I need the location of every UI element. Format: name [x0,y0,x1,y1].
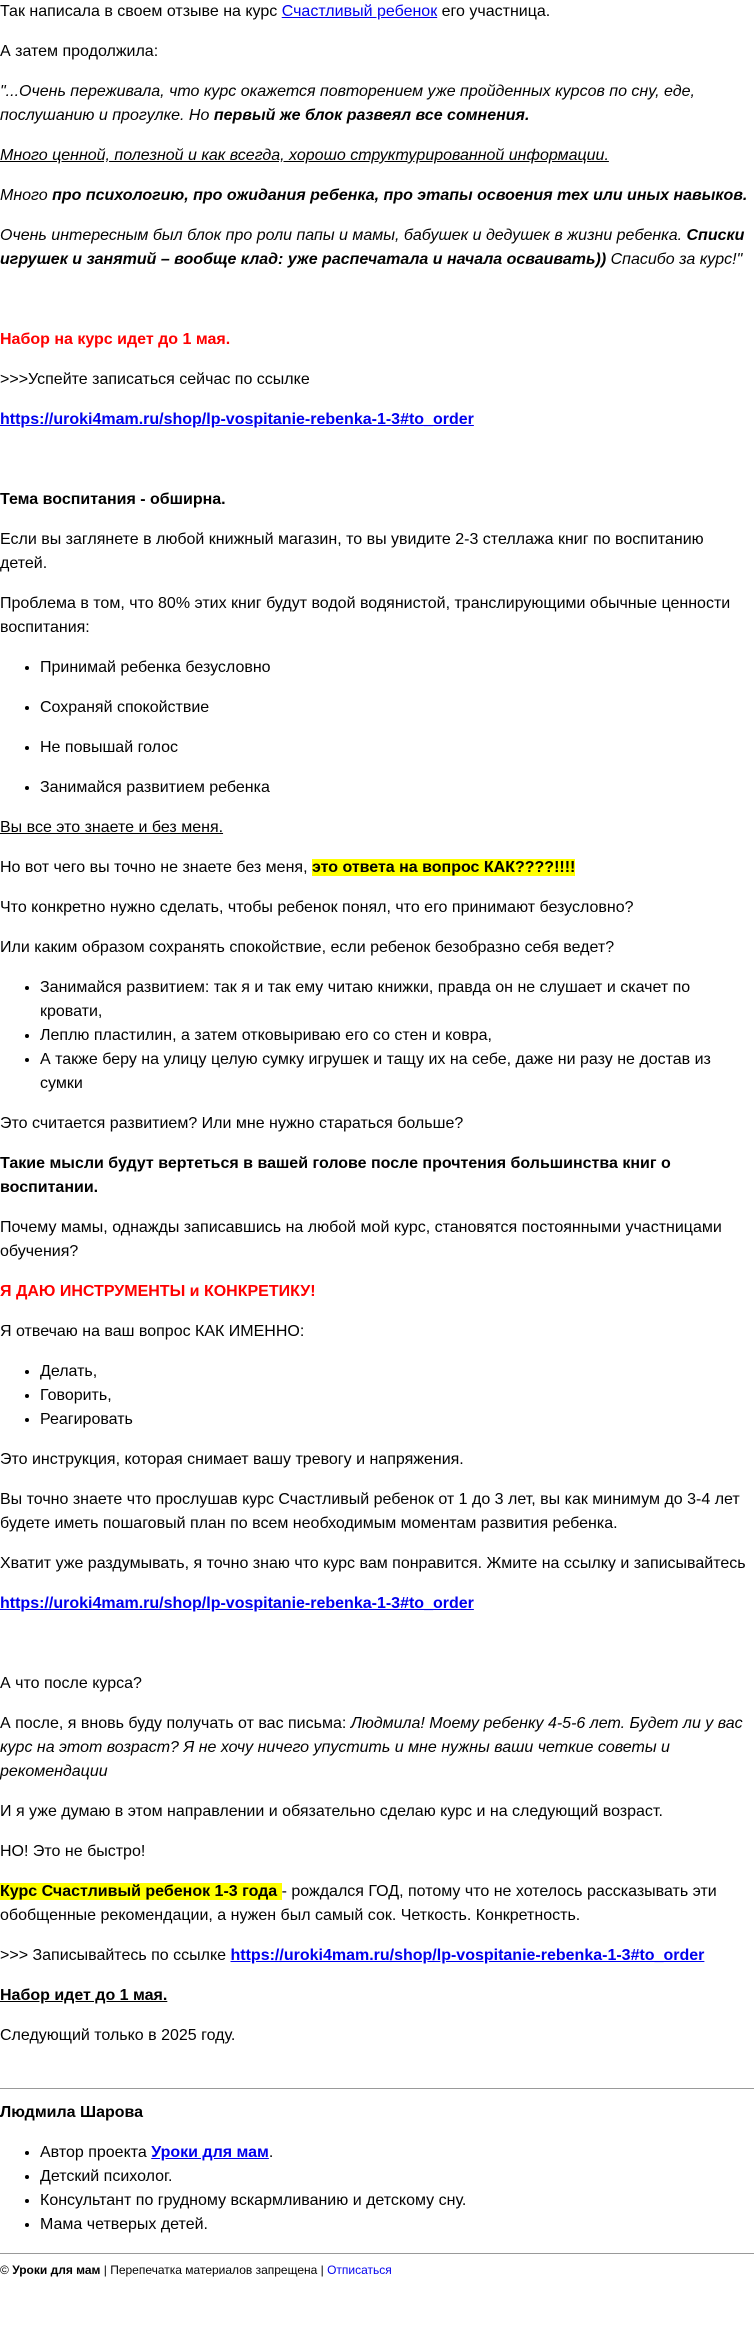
footer [0,2254,754,2278]
divider [0,2088,754,2089]
know-text: Вы все это знаете и без меня. [0,819,224,836]
copyright-symbol: © [0,2263,13,2277]
list-item [40,2141,754,2165]
list-item: • Реагировать [40,1408,754,1432]
store-paragraph: Если вы заглянете в любой книжный магазин, то вы увидите 2-3 стеллажа книг по воспитанию детей. [0,531,704,572]
plan-paragraph: Вы точно знаете что прослушав курс Счастливый ребенок от 1 до 3 лет, вы как минимум до 3-4 лет будете иметь пошаговый план по всем необходимым моментам развития ребенка. [0,1491,740,1532]
bio-tail: . [268,2144,274,2161]
how-list [0,1360,754,1432]
footer-brand: Уроки для мам [12,2263,101,2277]
development-list [0,976,754,1096]
thoughts-text: Такие мысли будут вертеться в вашей голове после прочтения большинства книг о воспитании. [0,1155,671,1196]
list-item: • Принимай ребенка безусловно [40,656,754,680]
quote-4-italic: Очень интересным был блок про роли папы и мамы, бабушек и дедушек в жизни ребенка. [0,227,687,244]
project-link[interactable]: Уроки для мам [151,2144,269,2161]
topic-title [0,488,754,512]
thinking-paragraph: И я уже думаю в этом направлении и обязательно сделаю курс и на следующий возраст. [0,1803,663,1820]
course-link[interactable]: Счастливый ребенок [281,3,438,20]
year-paragraph [0,1880,754,1928]
intro-tail: его участница. [437,3,551,20]
next-paragraph: Следующий только в 2025 году. [0,2027,236,2044]
quote-2-text: Много ценной, полезной и как всегда, хорошо структурированной информации. [0,147,609,164]
deadline-notice: Набор на курс идет до 1 мая. [0,331,231,348]
list-item: • Леплю пластилин, а затем отковыриваю его со стен и ковра, [40,1024,754,1048]
quote-4-tail: Спасибо за курс!" [606,251,743,268]
spacer [0,2064,754,2088]
list-item: • Занимайся развитием ребенка [40,776,754,800]
spacer [0,448,754,488]
question-development: Это считается развитием? Или мне нужно стараться больше? [0,1115,464,1132]
quote-1-bold: первый же блок развеял все сомнения. [213,107,530,124]
order-link-2[interactable]: https://uroki4mam.ru/shop/lp-vospitanie-rebenka-1-3#to_order [0,1595,474,1612]
signup-text: >>> Записывайтесь по ссылке [0,1947,231,1964]
question-what: Что конкретно нужно сделать, чтобы ребенок понял, что его принимают безусловно? [0,899,634,916]
signup-paragraph [0,1944,754,1968]
list-item: • Сохраняй спокойствие [40,696,754,720]
quote-4 [0,224,754,272]
list-item: • Детский психолог. [40,2165,754,2189]
not-fast-paragraph: НО! Это не быстро! [0,1843,146,1860]
list-item: • Не повышай голос [40,736,754,760]
instruction-paragraph: Это инструкция, которая снимает вашу тревогу и напряжения. [0,1451,464,1468]
footer-notice: | Перепечатка материалов запрещена | [100,2263,328,2277]
intro-paragraph [0,0,754,24]
how-highlight: это ответа на вопрос КАК????!!!! [311,859,576,876]
quote-4-bold: Списки игрушек и занятий – вообще клад: уже распечатала и начала осваивать)) [0,227,745,268]
enough-paragraph: Хватит уже раздумывать, я точно знаю что курс вам понравится. Жмите на ссылку и записывайтесь [0,1555,746,1572]
author-name [0,2101,754,2125]
tools-heading: Я ДАЮ ИНСТРУМЕНТЫ и КОНКРЕТИКУ! [0,1283,316,1300]
know-paragraph [0,816,754,840]
spacer [0,1632,754,1672]
deadline-2 [0,1984,754,2008]
topic-title-text: Тема воспитания - обширна. [0,491,226,508]
author-bio-list [0,2141,754,2237]
letters-paragraph [0,1712,754,1784]
hurry-text: >>>Успейте записаться сейчас по ссылке [0,371,310,388]
order-link-1-paragraph [0,408,754,432]
after-course-question: А что после курса? [0,1675,142,1692]
bio-text: Автор проекта [40,2144,152,2161]
quote-3 [0,184,754,208]
how-text: Но вот чего вы точно не знаете без меня, [0,859,312,876]
thoughts-paragraph [0,1152,754,1200]
list-item: • Мама четверых детей. [40,2213,754,2237]
unsubscribe-link[interactable]: Отписаться [327,2263,392,2277]
intro-text: Так написала в своем отзыве на курс [0,3,282,20]
letters-text: А после, я вновь буду получать от вас письма: [0,1715,351,1732]
order-link-2-paragraph [0,1592,754,1616]
year-highlight: Курс Счастливый ребенок 1-3 года [0,1883,282,1900]
quote-3-italic: Много [0,187,53,204]
continued-paragraph: А затем продолжила: [0,43,159,60]
deadline-2-text: Набор идет до 1 мая. [0,1987,168,2004]
quote-1-italic: "...Очень переживала, что курс окажется повторением уже пройденных курсов по сну, еде, послушанию и прогулке. Но [0,83,695,124]
quote-2 [0,144,754,168]
values-list [0,656,754,800]
order-link-3[interactable]: https://uroki4mam.ru/shop/lp-vospitanie-rebenka-1-3#to_order [230,1947,705,1964]
list-item: • Делать, [40,1360,754,1384]
spacer [0,288,754,328]
problem-paragraph: Проблема в том, что 80% этих книг будут водой водянистой, транслирующими обычные ценности воспитания: [0,595,731,636]
how-paragraph [0,856,754,880]
year-text: - рождался ГОД, потому что не хотелось рассказывать эти обобщенные рекомендации, а нужен был самый сок. Четкость. Конкретность. [0,1883,717,1924]
list-item: • Занимайся развитием: так я и так ему читаю книжки, правда он не слушает и скачет по кровати, [40,976,754,1024]
question-calm: Или каким образом сохранять спокойствие, если ребенок безобразно себя ведет? [0,939,615,956]
answer-paragraph: Я отвечаю на ваш вопрос КАК ИМЕННО: [0,1323,305,1340]
why-paragraph: Почему мамы, однажды записавшись на любой мой курс, становятся постоянными участницами обучения? [0,1219,722,1260]
letters-italic: Людмила! Моему ребенку 4-5-6 лет. Будет ли у вас курс на этот возраст? Я не хочу ничего упустить и мне нужны ваши четкие советы и рекомендации [0,1715,743,1780]
author-name-text: Людмила Шарова [0,2104,144,2121]
list-item: • Консультант по грудному вскармливанию и детскому сну. [40,2189,754,2213]
list-item: • Говорить, [40,1384,754,1408]
quote-1 [0,80,754,128]
quote-3-bold: про психологию, про ожидания ребенка, про этапы освоения тех или иных навыков. [52,187,748,204]
list-item: • А также беру на улицу целую сумку игрушек и тащу их на себе, даже ни разу не достав из сумки [40,1048,754,1096]
order-link-1[interactable]: https://uroki4mam.ru/shop/lp-vospitanie-rebenka-1-3#to_order [0,411,474,428]
